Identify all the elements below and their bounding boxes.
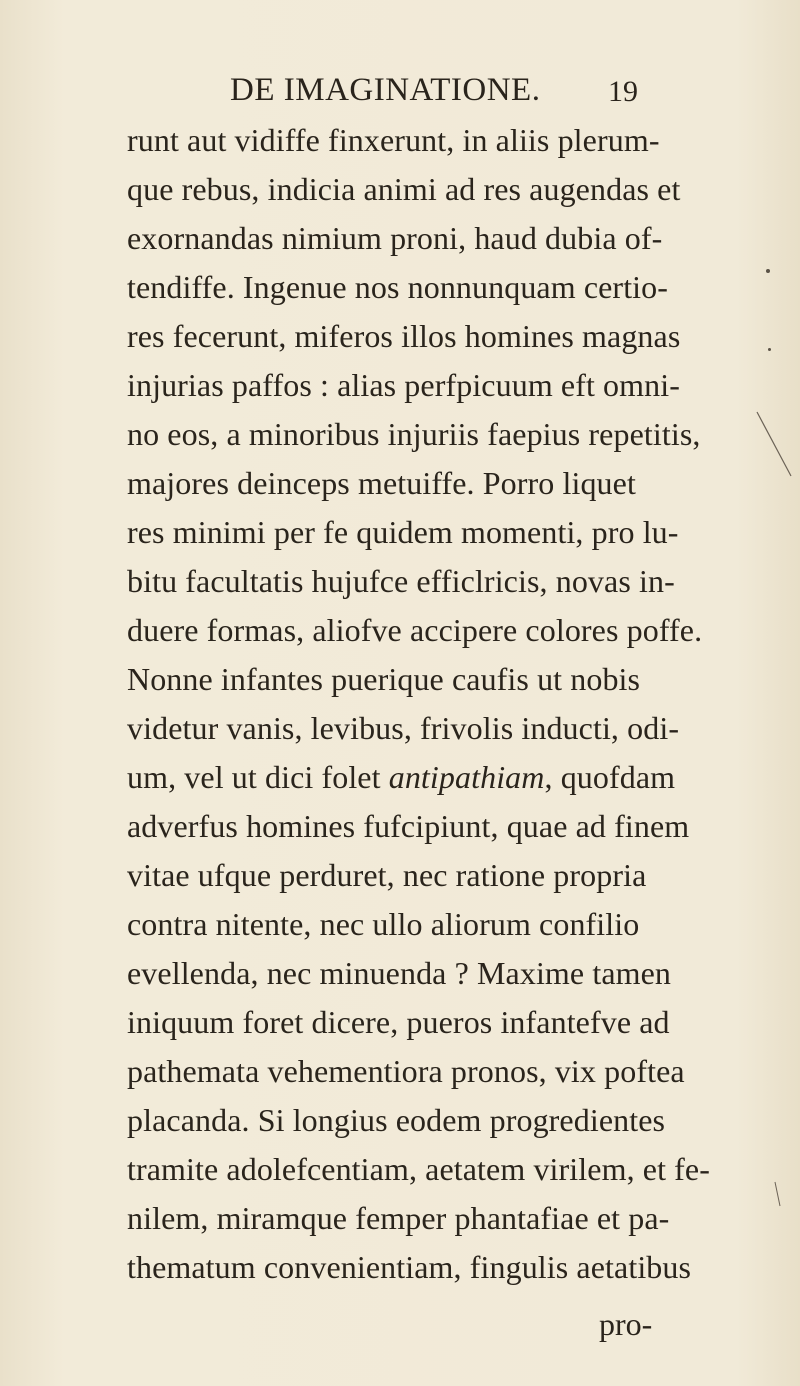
margin-speck (766, 269, 770, 273)
text-line: duere formas, aliofve accipere colores poffe. (127, 612, 703, 648)
text-line: pathemata vehementiora pronos, vix poftea (127, 1053, 685, 1089)
text-line: majores deinceps metuiffe. Porro liquet (127, 465, 636, 501)
margin-stroke (773, 1180, 783, 1210)
text-line: placanda. Si longius eodem progredientes (127, 1102, 666, 1138)
text-line: videtur vanis, levibus, frivolis inducti, odi- (127, 710, 680, 746)
text-line (127, 757, 675, 797)
text-line-end: , quofdam (544, 759, 676, 795)
running-head: DE IMAGINATIONE. (230, 72, 541, 108)
text-line: res fecerunt, miferos illos homines magnas (127, 318, 681, 354)
text-line: Nonne infantes puerique caufis ut nobis (127, 661, 641, 697)
text-line: contra nitente, nec ullo aliorum confilio (127, 906, 640, 942)
margin-speck (768, 348, 771, 351)
margin-stroke (755, 410, 795, 480)
text-line: thematum convenientiam, fingulis aetatibus (127, 1249, 692, 1285)
text-line: tramite adolefcentiam, aetatem virilem, et fe- (127, 1151, 710, 1187)
text-line: exornandas nimium proni, haud dubia of- (127, 220, 663, 256)
text-line: runt aut vidiffe finxerunt, in aliis plerum- (127, 122, 660, 158)
text-line-start: um, vel ut dici folet (127, 759, 381, 795)
text-line: vitae ufque perduret, nec ratione propria (127, 857, 647, 893)
catchword: pro- (599, 1306, 653, 1342)
text-line: evellenda, nec minuenda ? Maxime tamen (127, 955, 672, 991)
italic-word: antipathiam (388, 759, 545, 795)
text-line: iniquum foret dicere, pueros infantefve ad (127, 1004, 670, 1040)
text-line: nilem, miramque femper phantafiae et pa- (127, 1200, 670, 1236)
page-number: 19 (608, 75, 638, 108)
text-line: injurias paffos : alias perfpicuum eft omni- (127, 367, 680, 403)
text-line: no eos, a minoribus injuriis faepius repetitis, (127, 416, 701, 452)
text-line: adverfus homines fufcipiunt, quae ad finem (127, 808, 690, 844)
text-line: que rebus, indicia animi ad res augendas et (127, 171, 681, 207)
text-line: tendiffe. Ingenue nos nonnunquam certio- (127, 269, 669, 305)
text-line: res minimi per fe quidem momenti, pro lu- (127, 514, 679, 550)
page-header (0, 70, 800, 110)
text-line: bitu facultatis hujufce efficlricis, novas in- (127, 563, 675, 599)
